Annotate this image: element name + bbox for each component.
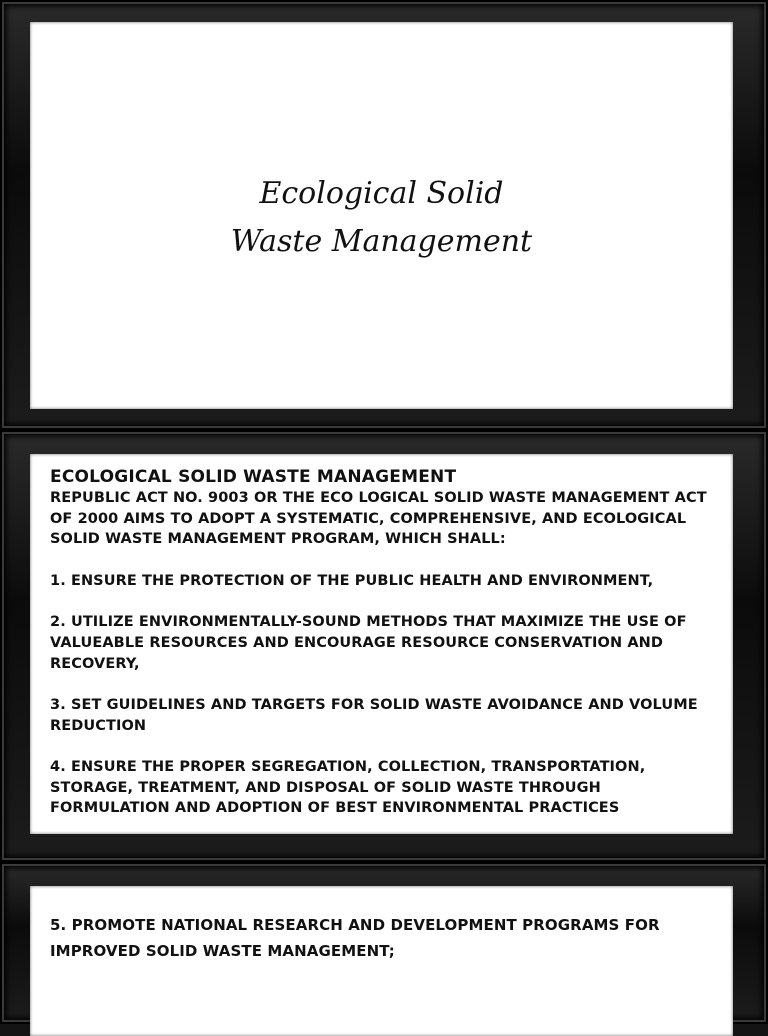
slide-frame-3 (0, 862, 768, 1024)
slide-title (30, 170, 733, 266)
slide-frame-1 (0, 0, 768, 430)
intro-paragraph: REPUBLIC ACT NO. 9003 OR THE ECO LOGICAL SOLID WASTE MANAGEMENT ACT OF 2000 AIMS TO ADOPT A SYSTEMATIC, COMPREHENSIVE, AND ECOLOGICAL SOLID WASTE MANAGEMENT PROGRAM, WHICH SHALL: (50, 490, 707, 548)
slide-3 (30, 886, 733, 1036)
title-line-2: Waste Management (230, 224, 533, 259)
section-heading: ECOLOGICAL SOLID WASTE MANAGEMENT (50, 467, 457, 487)
slide-frame-2 (0, 430, 768, 862)
list-item: 2. UTILIZE ENVIRONMENTALLY-SOUND METHODS THAT MAXIMIZE THE USE OF VALUEABLE RESOURCES AND ENCOURAGE RESOURCE CONSERVATION AND RECOVERY, (50, 614, 687, 672)
list-item: 4. ENSURE THE PROPER SEGREGATION, COLLECTION, TRANSPORTATION, STORAGE, TREATMENT, AND DISPOSAL OF SOLID WASTE THROUGH FORMULATION AND ADOPTION OF BEST ENVIRONMENTAL PRACTICES (50, 759, 646, 817)
slide-2-content (50, 466, 725, 819)
list-item: 3. SET GUIDELINES AND TARGETS FOR SOLID WASTE AVOIDANCE AND VOLUME REDUCTION (50, 696, 698, 734)
list-item: 1. ENSURE THE PROTECTION OF THE PUBLIC HEALTH AND ENVIRONMENT, (50, 572, 654, 589)
slide-2 (30, 454, 733, 834)
list-item: 5. PROMOTE NATIONAL RESEARCH AND DEVELOPMENT PROGRAMS FOR IMPROVED SOLID WASTE MANAGEMENT; (50, 916, 660, 960)
title-line-1: Ecological Solid (259, 176, 504, 211)
slide-3-content (50, 912, 725, 964)
slide-1 (30, 22, 733, 409)
